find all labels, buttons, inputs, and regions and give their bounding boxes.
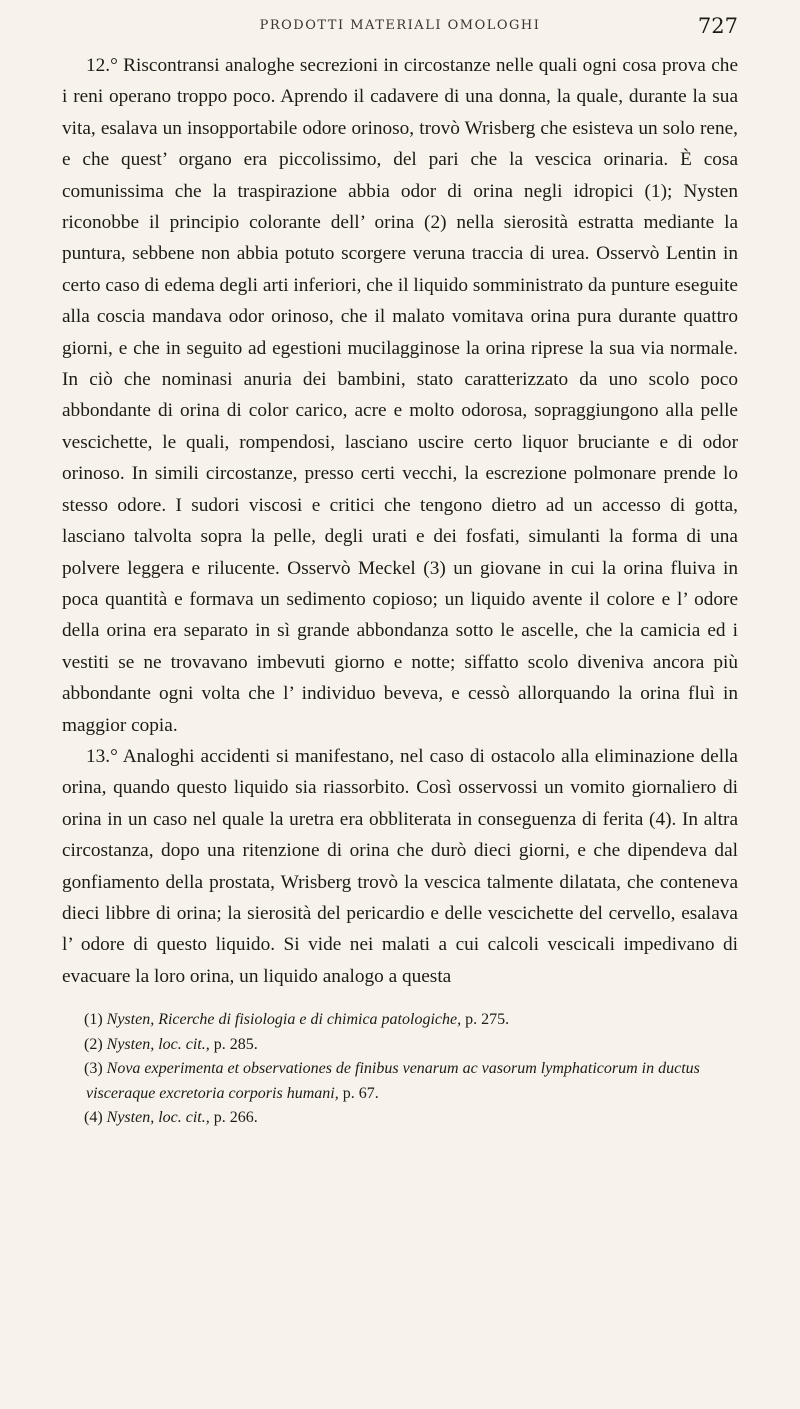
paragraph-13: 13.° Analoghi accidenti si manifestano, nel caso di ostacolo alla eliminazione della orina, quando questo liquido sia riassorbito. Così osservossi un vomito giornaliero di orina in un caso nel quale la uretra era obbliterata in conseguenza di ferita (4). In altra circostanza, dopo una ritenzione di orina che durò dieci giorni, e che dipendeva dal gonfiamento della prostata, Wrisberg trovò la vescica talmente dilatata, che conteneva dieci libbre di orina; la sierosità del pericardio e delle vescichette del cervello, esalava l’ odore di questo liquido. Si vide nei malati a cui calcoli vescicali impedivano di evacuare la loro orina, un liquido analogo a questa [62,745,738,987]
footnote-marker: (4) [84,1109,103,1127]
footnote-marker: (1) [84,1011,103,1029]
footnote-3 [62,1057,738,1106]
body-text [62,50,738,992]
paragraph-12: 12.° Riscontransi analoghe secrezioni in circostanze nelle quali ogni cosa prova che i reni operano troppo poco. Aprendo il cadavere di una donna, la quale, durante la sua vita, esalava un insopportabile odore orinoso, trovò Wrisberg che esisteva un solo rene, e che quest’ organo era piccolissimo, del pari che la vescica orinaria. È cosa comunissima che la traspirazione abbia odor di orina negli idropici (1); Nysten riconobbe il principio colorante dell’ orina (2) nella sierosità estratta mediante la puntura, sebbene non abbia potuto scorgere veruna traccia di urea. Osservò Lentin in certo caso di edema degli arti inferiori, che il liquido somministrato da punture eseguite alla coscia mandava odor orinoso, che il malato vomitava orina pura durante quattro giorni, e che in seguito ad egestioni mucilagginose la orina riprese la sua via normale. In ciò che nominasi anuria dei bambini, stato caratterizzato da uno scolo poco abbondante di orina di color carico, acre e molto odorosa, sopraggiungono alla pelle vescichette, le quali, rompendosi, lasciano uscire certo liquor bruciante e di odor orinoso. In simili circostanze, presso certi vecchi, la escrezione polmonare prende lo stesso odore. I sudori viscosi e critici che tengono dietro ad un accesso di gotta, lasciano talvolta sopra la pelle, degli urati e dei fosfati, simulanti la forma di una polvere leggera e rilucente. Osservò Meckel (3) un giovane in cui la orina fluiva in poca quantità e formava un sedimento copioso; un liquido avente il colore e l’ odore della orina era separato in sì grande abbondanza sotto le ascelle, che la camicia ed i vestiti se ne trovavano imbevuti giorno e notte; siffatto scolo diveniva ancora più abbondante ogni volta che l’ individuo beveva, e cessò allorquando la orina fluì in maggior copia. [62,55,738,736]
footnote-ref: p. 285. [213,1035,258,1053]
running-title: PRODOTTI MATERIALI OMOLOGHI [259,18,541,33]
footnote-marker: (2) [84,1035,103,1053]
footnote-ref: p. 275. [465,1011,510,1029]
footnote-author: Nysten, [106,1109,155,1127]
page-header [62,14,738,48]
footnote-author: Nysten, [106,1035,155,1053]
footnote-author: Nysten, [106,1011,155,1029]
footnotes [62,1008,738,1131]
footnote-ref: p. 67. [342,1084,379,1102]
footnote-2 [62,1033,738,1058]
footnote-title: loc. cit., [158,1035,210,1053]
footnote-4 [62,1106,738,1131]
footnote-marker: (3) [84,1060,103,1078]
footnote-title: loc. cit., [158,1109,210,1127]
footnote-title: Nova experimenta et observationes de finibus venarum ac vasorum lymphaticorum in ductus visceraque excretoria corporis humani, [86,1060,700,1102]
page-number: 727 [697,14,738,38]
footnote-ref: p. 266. [213,1109,258,1127]
footnote-title: Ricerche di fisiologia e di chimica patologiche, [158,1011,462,1029]
footnote-1 [62,1008,738,1033]
